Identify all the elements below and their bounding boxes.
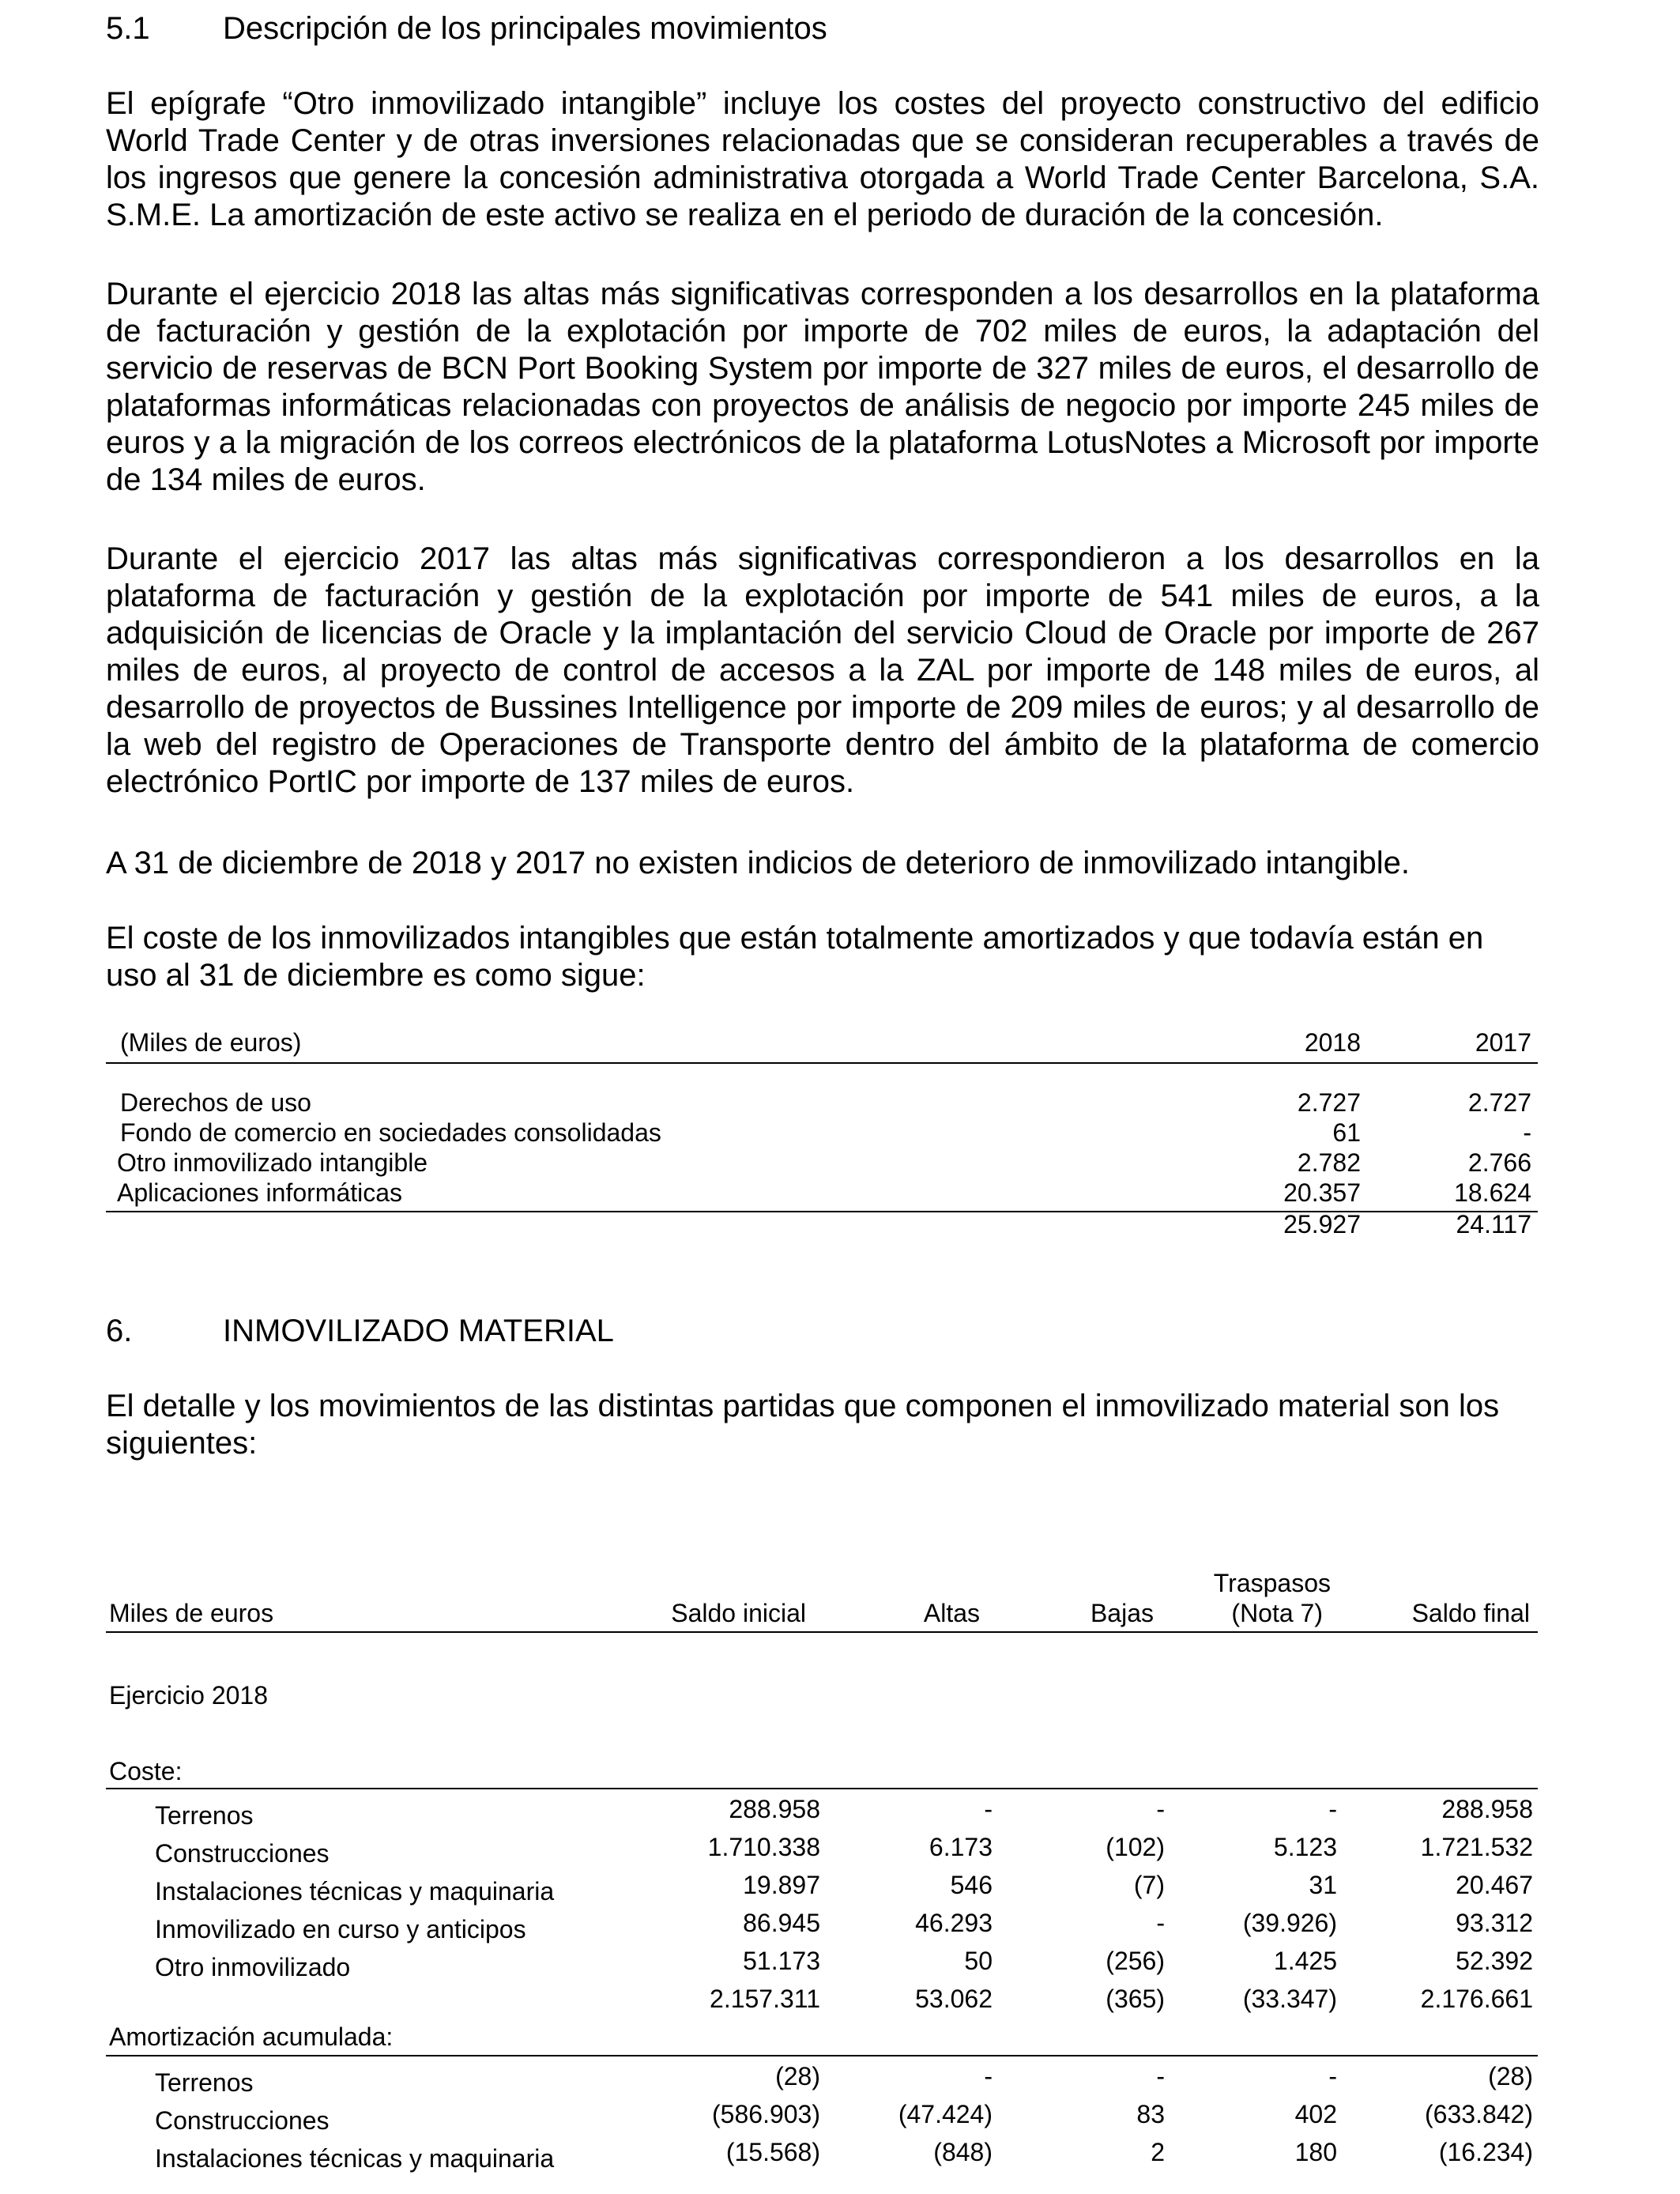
paragraph-altas-2017: Durante el ejercicio 2017 las altas más significativas correspondieron a los desarrollos en la plataforma de facturación y gestión de la explotación por importe de 541 miles de euros, a la adquisición de licencias de Oracle y la implantación del servicio Cloud de Oracle por importe de 267 miles de euros, al proyecto de control de accesos a la ZAL por importe de 148 miles de euros, al desarrollo de proyectos de Bussines Intelligence por importe de 209 miles de euros; y al desarrollo de la web del registro de Operaciones de Transporte dentro del ámbito de la plataforma de comercio electrónico PortIC por importe de 137 miles de euros. xyxy=(106,541,1539,799)
cell-altas: 6.173 xyxy=(929,1833,993,1861)
cell-saldo-inicial: (28) xyxy=(775,2062,820,2090)
value-2018: 61 xyxy=(1332,1118,1361,1147)
column-header-bajas: Bajas xyxy=(1090,1599,1154,1627)
row-label: Aplicaciones informáticas xyxy=(117,1178,403,1207)
value-2017: 2.727 xyxy=(1467,1088,1531,1117)
coste-rule xyxy=(106,1788,1538,1789)
cell-traspasos: 180 xyxy=(1294,2138,1337,2166)
value-2018: 2.782 xyxy=(1297,1148,1361,1177)
cell-altas: 546 xyxy=(950,1871,993,1899)
value-2017: 18.624 xyxy=(1454,1178,1531,1207)
coste-total-bajas: (365) xyxy=(1106,1985,1165,2013)
cell-bajas: 83 xyxy=(1136,2100,1165,2128)
paragraph-deterioro: A 31 de diciembre de 2018 y 2017 no existen indicios de deterioro de inmovilizado intangible. xyxy=(106,846,1410,880)
row-label-construcciones: Construcciones xyxy=(155,1839,330,1868)
cell-saldo-inicial: 51.173 xyxy=(743,1947,820,1975)
coste-total-altas: 53.062 xyxy=(915,1985,993,2013)
column-header-label: Miles de euros xyxy=(109,1599,274,1627)
cell-bajas: (102) xyxy=(1106,1833,1165,1861)
cell-traspasos: 31 xyxy=(1309,1871,1337,1899)
cell-traspasos: 5.123 xyxy=(1273,1833,1337,1861)
cell-altas: 46.293 xyxy=(915,1909,993,1937)
value-2017: - xyxy=(1523,1118,1531,1147)
cell-saldo-final: 1.721.532 xyxy=(1420,1833,1533,1861)
row-label-terrenos: Terrenos xyxy=(155,1801,254,1830)
row-label-inmovilizado-en-curso: Inmovilizado en curso y anticipos xyxy=(155,1915,526,1943)
cell-traspasos: - xyxy=(1328,1795,1337,1823)
cell-bajas: - xyxy=(1156,1909,1165,1937)
cell-saldo-final: 288.958 xyxy=(1441,1795,1533,1823)
section-number: 6. xyxy=(106,1314,133,1348)
coste-total-saldo-inicial: 2.157.311 xyxy=(710,1985,820,2013)
paragraph-detalle-movimientos: El detalle y los movimientos de las distintas partidas que componen el inmovilizado material son los siguientes: xyxy=(106,1389,1500,1461)
table-row xyxy=(106,1088,1538,1118)
cell-saldo-inicial: 288.958 xyxy=(729,1795,820,1823)
total-2018: 25.927 xyxy=(1283,1210,1361,1238)
row-label-instalaciones: Instalaciones técnicas y maquinaria xyxy=(155,2144,555,2173)
cell-saldo-final: (28) xyxy=(1488,2062,1533,2090)
section-title: Descripción de los principales movimientos xyxy=(223,11,827,46)
paragraph-altas-2018: Durante el ejercicio 2018 las altas más significativas corresponden a los desarrollos en la plataforma de facturación y gestión de la explotación por importe de 702 miles de euros, la adaptación del servicio de reservas de BCN Port Booking System por importe de 327 miles de euros, el desarrollo de plataformas informáticas relacionadas con proyectos de análisis de negocio por importe 245 miles de euros y a la migración de los correos electrónicos de la plataforma LotusNotes a Microsoft por importe de 134 miles de euros. xyxy=(106,277,1539,497)
value-2018: 20.357 xyxy=(1283,1178,1361,1207)
cell-traspasos: 402 xyxy=(1294,2100,1337,2128)
row-label: Fondo de comercio en sociedades consolidadas xyxy=(120,1118,661,1147)
table-row xyxy=(106,1178,1538,1208)
cell-altas: 50 xyxy=(964,1947,993,1975)
cell-traspasos: 1.425 xyxy=(1273,1947,1337,1975)
column-header-2017: 2017 xyxy=(1475,1028,1531,1057)
row-label: Otro inmovilizado intangible xyxy=(117,1148,428,1177)
cell-traspasos: - xyxy=(1328,2062,1337,2090)
section-title: INMOVILIZADO MATERIAL xyxy=(223,1314,614,1348)
cell-saldo-final: 93.312 xyxy=(1456,1909,1533,1937)
total-row xyxy=(106,1209,1538,1239)
row-label-construcciones: Construcciones xyxy=(155,2106,330,2135)
cell-traspasos: (39.926) xyxy=(1242,1909,1337,1937)
cell-saldo-inicial: 1.710.338 xyxy=(707,1833,820,1861)
cell-bajas: - xyxy=(1156,1795,1165,1823)
cell-saldo-inicial: 19.897 xyxy=(743,1871,820,1899)
cell-bajas: 2 xyxy=(1151,2138,1165,2166)
paragraph-coste-amortizados: El coste de los inmovilizados intangibles que están totalmente amortizados y que todavía están en uso al 31 de diciembre es como sigue: xyxy=(106,921,1484,993)
cell-altas: (848) xyxy=(933,2138,993,2166)
cell-bajas: (256) xyxy=(1106,1947,1165,1975)
paragraph-intangible-description: El epígrafe “Otro inmovilizado intangible” incluye los costes del proyecto constructivo del edificio World Trade Center y de otras inversiones relacionadas que se consideran recuperables a través de los ingresos que genere la concesión administrativa otorgada a World Trade Center Barcelona, S.A. S.M.E. La amortización de este activo se realiza en el periodo de duración de la concesión. xyxy=(106,86,1539,232)
cell-bajas: (7) xyxy=(1133,1871,1165,1899)
column-header-saldo-inicial: Saldo inicial xyxy=(671,1599,806,1627)
cell-saldo-final: (633.842) xyxy=(1425,2100,1533,2128)
ejercicio-label: Ejercicio 2018 xyxy=(109,1681,268,1710)
table-header-row xyxy=(106,1027,1538,1057)
section-number: 5.1 xyxy=(106,11,150,46)
amortizacion-rule xyxy=(106,2055,1538,2056)
cell-saldo-final: 20.467 xyxy=(1456,1871,1533,1899)
total-2017: 24.117 xyxy=(1456,1210,1531,1238)
row-label-terrenos: Terrenos xyxy=(155,2068,254,2097)
column-header-label: (Miles de euros) xyxy=(120,1028,302,1057)
row-label: Derechos de uso xyxy=(120,1088,311,1117)
coste-total-traspasos: (33.347) xyxy=(1242,1985,1337,2013)
table-row xyxy=(106,1148,1538,1178)
cell-saldo-inicial: 86.945 xyxy=(743,1909,820,1937)
column-header-traspasos: Traspasos xyxy=(1213,1569,1331,1597)
cell-saldo-final: 52.392 xyxy=(1456,1947,1533,1975)
coste-label: Coste: xyxy=(109,1757,183,1785)
fully-amortized-table xyxy=(106,1027,1538,1257)
header-rule xyxy=(106,1062,1538,1064)
column-header-traspasos-nota: (Nota 7) xyxy=(1231,1599,1323,1627)
column-header-saldo-final: Saldo final xyxy=(1411,1599,1530,1627)
value-2018: 2.727 xyxy=(1297,1088,1361,1117)
cell-altas: (47.424) xyxy=(898,2100,993,2128)
cell-bajas: - xyxy=(1156,2062,1165,2090)
table-row xyxy=(106,1118,1538,1148)
column-header-2018: 2018 xyxy=(1304,1028,1361,1057)
column-header-altas: Altas xyxy=(923,1599,980,1627)
cell-saldo-final: (16.234) xyxy=(1438,2138,1533,2166)
cell-altas: - xyxy=(984,2062,993,2090)
cell-saldo-inicial: (15.568) xyxy=(725,2138,820,2166)
amortizacion-label: Amortización acumulada: xyxy=(109,2022,394,2051)
cell-altas: - xyxy=(984,1795,993,1823)
row-label-otro-inmovilizado: Otro inmovilizado xyxy=(155,1953,351,1981)
header-rule xyxy=(106,1631,1538,1633)
coste-total-saldo-final: 2.176.661 xyxy=(1420,1985,1533,2013)
inmovilizado-material-table xyxy=(106,1565,1538,2189)
cell-saldo-inicial: (586.903) xyxy=(712,2100,820,2128)
value-2017: 2.766 xyxy=(1467,1148,1531,1177)
row-label-instalaciones: Instalaciones técnicas y maquinaria xyxy=(155,1877,555,1906)
